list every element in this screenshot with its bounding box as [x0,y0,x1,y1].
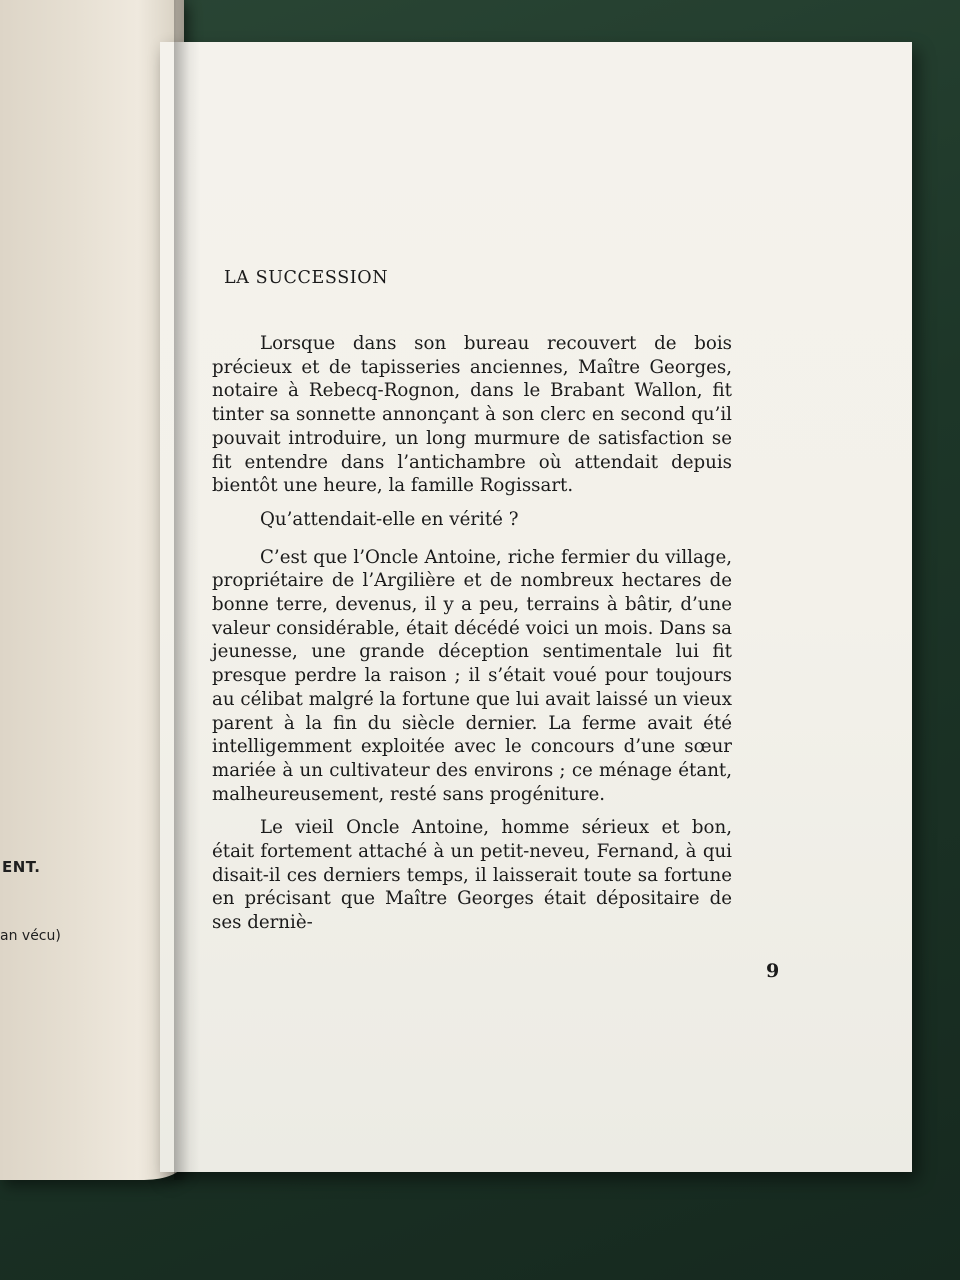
paragraph: Le vieil Oncle Antoine, homme sérieux et bon, était fortement attaché à un petit-neveu, Fernand, à qui disait-il ces derniers temps, il laisserait toute sa fortune en précisant que Maître Georges était dépositaire de ses derniè- [212,817,732,934]
chapter-title: LA SUCCESSION [224,268,389,288]
previous-page-heading-fragment: ENT. [2,858,41,876]
paragraph: C’est que l’Oncle Antoine, riche fermier du village, propriétaire de l’Argilière et de nombreux hectares de bonne terre, devenus, il y a peu, terrains à bâtir, d’une valeur considérable, était décédé voici un mois. Dans sa jeunesse, une grande déception sentimentale lui fit presque perdre la raison ; il s’était voué pour toujours au célibat malgré la fortune que lui avait laissé un vieux parent à la fin du siècle dernier. La ferme avait été intelligemment exploitée avec le concours d’une sœur mariée à un cultivateur des environs ; ce ménage étant, malheureusement, resté sans progéniture. [212,546,732,805]
paragraph: Lorsque dans son bureau recouvert de bois précieux et de tapisseries anciennes, Maître Georges, notaire à Rebecq-Rognon, dans le Brabant Wallon, fit tinter sa sonnette annonçant à son clerc en second qu’il pouvait introduire, un long murmure de satisfaction se fit entendre dans l’antichambre où attendait depuis bientôt une heure, la famille Rogissart. [212,333,732,497]
previous-page-text-fragment: an vécu) [0,928,61,944]
paragraph: Qu’attendait-elle en vérité ? [260,508,519,530]
previous-page [0,0,184,1180]
book-page [160,42,912,1172]
chapter-body [212,332,732,945]
page-number: 9 [766,960,780,982]
